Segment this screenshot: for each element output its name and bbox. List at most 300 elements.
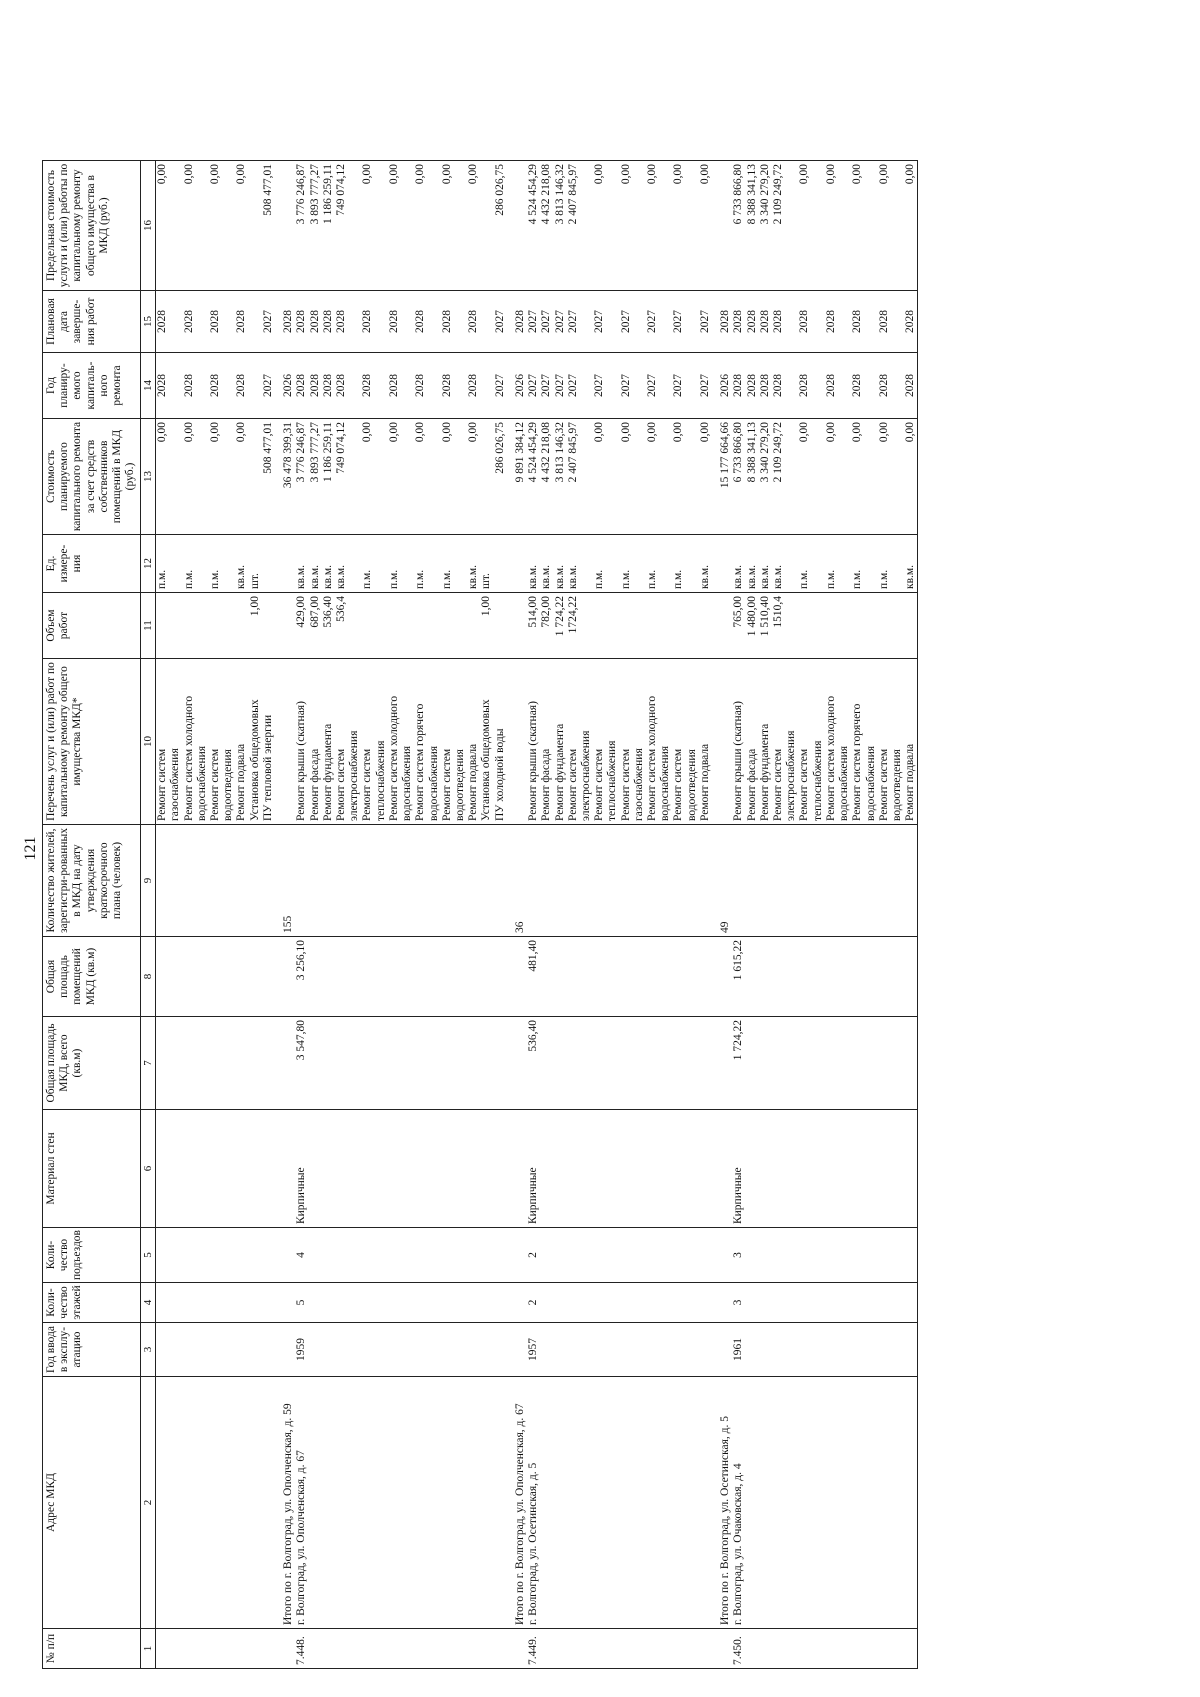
cell-col-5	[659, 1228, 672, 1283]
cell-col-2	[196, 1377, 209, 1629]
cell-col-2	[838, 1377, 851, 1629]
cell-col-14: 2027	[646, 353, 659, 419]
cell-col-11	[196, 593, 209, 659]
cell-col-6	[865, 1110, 878, 1228]
cell-col-8	[851, 937, 864, 1017]
cell-col-6	[275, 1110, 295, 1228]
cell-col-11	[348, 593, 361, 659]
total-row	[507, 161, 527, 1669]
cell-col-2	[606, 1377, 619, 1629]
cell-col-11	[851, 593, 864, 659]
cell-col-15: 2027	[540, 291, 553, 353]
cell-col-2	[825, 1377, 838, 1629]
cell-col-11	[606, 593, 619, 659]
cell-col-16: 0,00	[414, 161, 427, 291]
cell-col-7	[904, 1017, 918, 1110]
cell-col-10: Ремонт систем	[878, 659, 891, 825]
cell-col-7	[494, 1017, 507, 1110]
cell-col-11	[262, 593, 275, 659]
total-row	[275, 161, 295, 1669]
cell-col-6	[196, 1110, 209, 1228]
cell-col-9	[361, 825, 374, 937]
cell-col-15	[196, 291, 209, 353]
cell-col-11: 1510,4	[772, 593, 785, 659]
cell-col-13: 3 340 279,20	[759, 419, 772, 535]
cell-col-8	[249, 937, 262, 1017]
cell-col-15	[222, 291, 235, 353]
cell-col-6	[812, 1110, 825, 1228]
cell-col-2	[904, 1377, 918, 1629]
cell-col-9	[825, 825, 838, 937]
cell-col-10: Ремонт систем горячего	[851, 659, 864, 825]
cell-col-7	[235, 1017, 248, 1110]
cell-col-2	[348, 1377, 361, 1629]
cell-col-13: 0,00	[414, 419, 427, 535]
cell-col-16: 0,00	[235, 161, 248, 291]
cell-col-5: 3	[732, 1228, 745, 1283]
cell-col-14: 2028	[904, 353, 918, 419]
cell-col-8	[878, 937, 891, 1017]
cell-col-4	[401, 1283, 414, 1323]
cell-col-13: 15 177 664,66	[712, 419, 732, 535]
cell-col-5	[825, 1228, 838, 1283]
cell-col-2	[361, 1377, 374, 1629]
cell-col-8	[262, 937, 275, 1017]
cell-col-13: 3 776 246,87	[295, 419, 308, 535]
cell-col-3	[659, 1323, 672, 1377]
cell-col-3	[480, 1323, 493, 1377]
table-row	[699, 161, 712, 1669]
cell-col-1	[361, 1629, 374, 1669]
cell-col-10: Ремонт систем	[209, 659, 222, 825]
cell-col-8	[554, 937, 567, 1017]
cell-col-9	[699, 825, 712, 937]
cell-col-10: Установка общедомовых	[249, 659, 262, 825]
cell-col-13: 1 186 259,11	[322, 419, 335, 535]
table-row	[527, 161, 540, 1669]
cell-col-8: 481,40	[527, 937, 540, 1017]
cell-col-11	[620, 593, 633, 659]
table-row	[686, 161, 699, 1669]
cell-col-7	[759, 1017, 772, 1110]
cell-col-3	[401, 1323, 414, 1377]
header-cell: Перечень услуг и (или) работ по капитальному ремонту общего имущества МКД*	[43, 659, 141, 825]
cell-col-13: 0,00	[699, 419, 712, 535]
cell-col-16: 0,00	[209, 161, 222, 291]
cell-col-10: ПУ тепловой энергии	[262, 659, 275, 825]
cell-col-16: 3 813 146,32	[554, 161, 567, 291]
cell-col-7	[606, 1017, 619, 1110]
cell-col-6	[567, 1110, 580, 1228]
cell-col-9	[746, 825, 759, 937]
table-row	[196, 161, 209, 1669]
cell-col-3	[441, 1323, 454, 1377]
cell-col-7	[480, 1017, 493, 1110]
cell-col-8	[825, 937, 838, 1017]
cell-col-11	[904, 593, 918, 659]
cell-col-3	[222, 1323, 235, 1377]
cell-col-2	[646, 1377, 659, 1629]
cell-col-15	[401, 291, 414, 353]
cell-col-10: Установка общедомовых	[480, 659, 493, 825]
cell-col-13: 4 524 454,29	[527, 419, 540, 535]
cell-col-6	[309, 1110, 322, 1228]
cell-col-2: г. Волгоград, ул. Осетинская, д. 5	[527, 1377, 540, 1629]
cell-col-16: 6 733 866,80	[732, 161, 745, 291]
cell-col-5: 4	[295, 1228, 308, 1283]
cell-col-7	[361, 1017, 374, 1110]
cell-col-11	[388, 593, 401, 659]
cell-col-2	[375, 1377, 388, 1629]
cell-col-12: п.м.	[414, 535, 427, 593]
cell-col-4	[275, 1283, 295, 1323]
cell-col-9	[375, 825, 388, 937]
cell-col-16	[659, 161, 672, 291]
cell-col-11: 1 724,22	[554, 593, 567, 659]
cell-col-3	[606, 1323, 619, 1377]
cell-col-5	[891, 1228, 904, 1283]
table-row	[209, 161, 222, 1669]
cell-col-8	[183, 937, 196, 1017]
cell-col-14: 2028	[295, 353, 308, 419]
cell-col-5	[606, 1228, 619, 1283]
cell-col-8	[891, 937, 904, 1017]
cell-col-5	[646, 1228, 659, 1283]
cell-col-12	[262, 535, 275, 593]
cell-col-9	[554, 825, 567, 937]
cell-col-15	[838, 291, 851, 353]
cell-col-7	[812, 1017, 825, 1110]
cell-col-2	[540, 1377, 553, 1629]
cell-col-8	[222, 937, 235, 1017]
cell-col-2	[335, 1377, 348, 1629]
cell-col-3	[554, 1323, 567, 1377]
cell-col-13: 4 432 218,08	[540, 419, 553, 535]
cell-col-14: 2028	[414, 353, 427, 419]
cell-col-15: 2028	[878, 291, 891, 353]
cell-col-9	[672, 825, 685, 937]
cell-col-2	[798, 1377, 811, 1629]
cell-col-12: п.м.	[646, 535, 659, 593]
cell-col-13: 0,00	[646, 419, 659, 535]
cell-col-14: 2028	[851, 353, 864, 419]
cell-col-11	[235, 593, 248, 659]
header-cell: Ед. измере-ния	[43, 535, 141, 593]
cell-col-11: 1,00	[480, 593, 493, 659]
cell-col-1	[375, 1629, 388, 1669]
cell-col-5	[262, 1228, 275, 1283]
cell-col-14: 2028	[825, 353, 838, 419]
cell-col-12: п.м.	[825, 535, 838, 593]
cell-col-8	[838, 937, 851, 1017]
column-number: 3	[140, 1323, 156, 1377]
cell-col-2	[249, 1377, 262, 1629]
cell-col-6	[494, 1110, 507, 1228]
cell-col-8	[494, 937, 507, 1017]
total-row	[712, 161, 732, 1669]
cell-col-3	[567, 1323, 580, 1377]
cell-col-3	[646, 1323, 659, 1377]
cell-col-9	[401, 825, 414, 937]
cell-col-15: 2027	[262, 291, 275, 353]
cell-col-16	[375, 161, 388, 291]
cell-col-7	[825, 1017, 838, 1110]
cell-col-11	[699, 593, 712, 659]
cell-col-10: ПУ холодной воды	[494, 659, 507, 825]
cell-col-11	[454, 593, 467, 659]
table-row	[441, 161, 454, 1669]
cell-col-16	[169, 161, 182, 291]
cell-col-5	[222, 1228, 235, 1283]
cell-col-3	[309, 1323, 322, 1377]
cell-col-7: 3 547,80	[295, 1017, 308, 1110]
cell-col-3	[891, 1323, 904, 1377]
cell-col-6	[428, 1110, 441, 1228]
cell-col-11	[838, 593, 851, 659]
cell-col-4	[335, 1283, 348, 1323]
cell-col-1	[196, 1629, 209, 1669]
cell-col-15: 2028	[209, 291, 222, 353]
cell-col-8	[712, 937, 732, 1017]
cell-col-8	[606, 937, 619, 1017]
cell-col-9	[209, 825, 222, 937]
cell-col-4	[878, 1283, 891, 1323]
cell-col-6	[209, 1110, 222, 1228]
cell-col-2: г. Волгоград, ул. Ополченская, д. 67	[295, 1377, 308, 1629]
cell-col-1	[441, 1629, 454, 1669]
cell-col-1	[746, 1629, 759, 1669]
cell-col-12: п.м.	[878, 535, 891, 593]
cell-col-2	[812, 1377, 825, 1629]
cell-col-12	[401, 535, 414, 593]
cell-col-16	[891, 161, 904, 291]
cell-col-2	[785, 1377, 798, 1629]
cell-col-7	[672, 1017, 685, 1110]
cell-col-7	[262, 1017, 275, 1110]
header-cell: № п/п	[43, 1629, 141, 1669]
table-row	[249, 161, 262, 1669]
cell-col-15	[686, 291, 699, 353]
cell-col-10: водоснабжения	[428, 659, 441, 825]
cell-col-3	[593, 1323, 606, 1377]
header-row	[43, 161, 141, 1669]
cell-col-6	[375, 1110, 388, 1228]
cell-col-5	[249, 1228, 262, 1283]
cell-col-9	[593, 825, 606, 937]
cell-col-8	[580, 937, 593, 1017]
cell-col-1	[851, 1629, 864, 1669]
cell-col-15	[169, 291, 182, 353]
cell-col-13	[428, 419, 441, 535]
cell-col-6	[699, 1110, 712, 1228]
cell-col-3	[169, 1323, 182, 1377]
cell-col-16: 0,00	[699, 161, 712, 291]
cell-col-4	[825, 1283, 838, 1323]
cell-col-12	[838, 535, 851, 593]
cell-col-1	[467, 1629, 480, 1669]
cell-col-16: 1 186 259,11	[322, 161, 335, 291]
cell-col-3	[262, 1323, 275, 1377]
cell-col-10: Ремонт фундамента	[322, 659, 335, 825]
cell-col-7: 1 724,22	[732, 1017, 745, 1110]
cell-col-15	[865, 291, 878, 353]
cell-col-1	[646, 1629, 659, 1669]
header-cell: Предельная стоимость услуги и (или) работы по капитальному ремонту общего имущества в МКД (руб.)	[43, 161, 141, 291]
cell-col-10: водоснабжения	[865, 659, 878, 825]
cell-col-9	[580, 825, 593, 937]
cell-col-6	[633, 1110, 646, 1228]
cell-col-11: 514,00	[527, 593, 540, 659]
cell-col-2: г. Волгоград, ул. Очаковская, д. 4	[732, 1377, 745, 1629]
cell-col-11: 782,00	[540, 593, 553, 659]
table-row	[620, 161, 633, 1669]
cell-col-13: 0,00	[156, 419, 170, 535]
cell-col-10: теплоснабжения	[606, 659, 619, 825]
cell-col-10: Ремонт систем	[441, 659, 454, 825]
cell-col-9	[633, 825, 646, 937]
cell-col-3	[878, 1323, 891, 1377]
cell-col-4	[309, 1283, 322, 1323]
cell-col-13: 2 109 249,72	[772, 419, 785, 535]
cell-col-15: 2028	[309, 291, 322, 353]
cell-col-9	[467, 825, 480, 937]
cell-col-12	[494, 535, 507, 593]
cell-col-11	[812, 593, 825, 659]
table-row	[838, 161, 851, 1669]
cell-col-14: 2027	[672, 353, 685, 419]
cell-col-5	[414, 1228, 427, 1283]
cell-col-10: газоснабжения	[633, 659, 646, 825]
cell-col-3	[494, 1323, 507, 1377]
cell-col-5	[309, 1228, 322, 1283]
cell-col-6: Кирпичные	[732, 1110, 745, 1228]
cell-col-10: Ремонт подвала	[467, 659, 480, 825]
cell-col-5	[759, 1228, 772, 1283]
cell-col-13	[196, 419, 209, 535]
cell-col-16	[633, 161, 646, 291]
cell-col-1	[335, 1629, 348, 1669]
cell-col-14	[580, 353, 593, 419]
table-row	[348, 161, 361, 1669]
cell-col-4	[606, 1283, 619, 1323]
cell-col-10: водоотведения	[454, 659, 467, 825]
table-row	[865, 161, 878, 1669]
cell-col-6	[322, 1110, 335, 1228]
cell-col-5	[196, 1228, 209, 1283]
cell-col-12	[785, 535, 798, 593]
cell-col-12: кв.м.	[527, 535, 540, 593]
table-row	[878, 161, 891, 1669]
cell-col-14	[606, 353, 619, 419]
cell-col-15: 2028	[712, 291, 732, 353]
cell-col-4	[580, 1283, 593, 1323]
cell-col-16: 749 074,12	[335, 161, 348, 291]
cell-col-16: 0,00	[361, 161, 374, 291]
cell-col-3	[375, 1323, 388, 1377]
column-number: 4	[140, 1283, 156, 1323]
header-cell: Коли-чество подъездов	[43, 1228, 141, 1283]
cell-col-7	[712, 1017, 732, 1110]
cell-col-16: 0,00	[620, 161, 633, 291]
cell-col-3	[580, 1323, 593, 1377]
column-number-row	[140, 161, 156, 1669]
cell-col-3	[428, 1323, 441, 1377]
cell-col-11: 536,40	[322, 593, 335, 659]
cell-col-14: 2028	[798, 353, 811, 419]
cell-col-3: 1959	[295, 1323, 308, 1377]
cell-col-12	[633, 535, 646, 593]
cell-col-3	[249, 1323, 262, 1377]
cell-col-2	[428, 1377, 441, 1629]
cell-col-11	[712, 593, 732, 659]
cell-col-16	[606, 161, 619, 291]
cell-col-2	[454, 1377, 467, 1629]
cell-col-12: шт.	[249, 535, 262, 593]
cell-col-3	[388, 1323, 401, 1377]
cell-col-6	[480, 1110, 493, 1228]
cell-col-10: электроснабжения	[348, 659, 361, 825]
cell-col-2	[633, 1377, 646, 1629]
cell-col-4	[348, 1283, 361, 1323]
cell-col-14: 2028	[361, 353, 374, 419]
cell-col-3	[772, 1323, 785, 1377]
cell-col-14	[401, 353, 414, 419]
column-number: 10	[140, 659, 156, 825]
cell-col-8	[156, 937, 170, 1017]
cell-col-5	[361, 1228, 374, 1283]
cell-col-4	[222, 1283, 235, 1323]
cell-col-13: 0,00	[361, 419, 374, 535]
cell-col-4	[540, 1283, 553, 1323]
cell-col-1	[414, 1629, 427, 1669]
cell-col-9	[388, 825, 401, 937]
cell-col-10: Ремонт крыши (скатная)	[527, 659, 540, 825]
header-cell: Коли-чество этажей	[43, 1283, 141, 1323]
cell-col-15: 2028	[732, 291, 745, 353]
cell-col-5	[672, 1228, 685, 1283]
cell-col-2	[580, 1377, 593, 1629]
cell-col-2	[467, 1377, 480, 1629]
cell-col-14: 2028	[183, 353, 196, 419]
cell-col-14	[812, 353, 825, 419]
cell-col-1	[540, 1629, 553, 1669]
cell-col-7	[699, 1017, 712, 1110]
cell-col-10: Ремонт фасада	[540, 659, 553, 825]
cell-col-6	[235, 1110, 248, 1228]
cell-col-5	[865, 1228, 878, 1283]
cell-col-13	[865, 419, 878, 535]
cell-col-9	[309, 825, 322, 937]
cell-col-9	[865, 825, 878, 937]
cell-col-2	[891, 1377, 904, 1629]
cell-col-5	[798, 1228, 811, 1283]
cell-col-1	[904, 1629, 918, 1669]
cell-col-11	[428, 593, 441, 659]
cell-col-1	[825, 1629, 838, 1669]
cell-col-5	[686, 1228, 699, 1283]
cell-col-3	[825, 1323, 838, 1377]
cell-col-5	[507, 1228, 527, 1283]
cell-col-8	[633, 937, 646, 1017]
cell-col-6	[593, 1110, 606, 1228]
cell-col-9	[441, 825, 454, 937]
cell-col-1	[620, 1629, 633, 1669]
table-row	[567, 161, 580, 1669]
cell-col-10: Ремонт систем	[772, 659, 785, 825]
cell-col-10: Ремонт фундамента	[554, 659, 567, 825]
cell-col-1	[759, 1629, 772, 1669]
cell-col-2	[401, 1377, 414, 1629]
